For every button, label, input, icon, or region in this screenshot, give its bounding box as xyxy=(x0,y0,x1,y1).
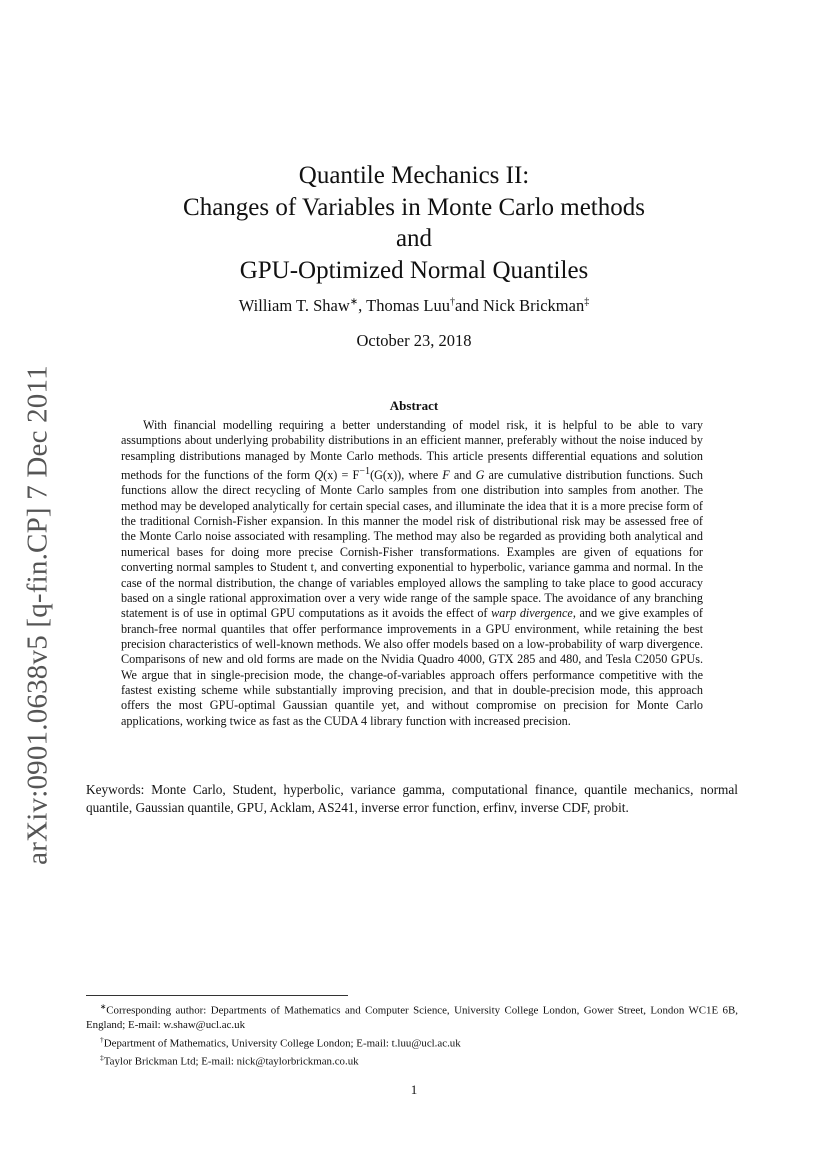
author-3-mark: ‡ xyxy=(584,296,590,308)
title-line-1: Quantile Mechanics II: xyxy=(298,162,530,189)
footnote-1-mark: ∗ xyxy=(100,1002,107,1011)
title-line-4: GPU-Optimized Normal Quantiles xyxy=(239,256,589,284)
footnote-3-mark: ‡ xyxy=(100,1053,104,1063)
emphasis-warp-divergence: warp divergence xyxy=(491,606,573,621)
keywords: Keywords: Monte Carlo, Student, hyperbolic, variance gamma, computational finance, quantile mechanics, normal quantile, Gaussian quantile, GPU, Acklam, AS241, inverse error function, erfinv, inverse CDF, probit. xyxy=(86,782,738,815)
author-1: William T. Shaw xyxy=(238,296,350,315)
paper-title xyxy=(0,160,828,286)
arxiv-side-stamp xyxy=(18,365,58,865)
publication-date: October 23, 2018 xyxy=(356,331,472,350)
footnote-2 xyxy=(86,1033,738,1051)
formula-mid: (x) = F xyxy=(323,468,360,483)
author-3: and Nick Brickman xyxy=(455,296,585,315)
footnote-2-mark: † xyxy=(100,1034,104,1044)
abstract-body xyxy=(121,418,703,729)
footnote-2-text: Department of Mathematics, University College London; E-mail: t.luu@ucl.ac.uk xyxy=(103,1037,461,1050)
footnote-rule xyxy=(86,995,348,996)
author-1-mark: ∗ xyxy=(349,296,359,308)
title-line-2: Changes of Variables in Monte Carlo methods xyxy=(183,193,645,221)
abstract-text: , where xyxy=(401,468,443,483)
author-list xyxy=(0,296,828,316)
arxiv-identifier: arXiv:0901.0638v5 [q-fin.CP] 7 Dec 2011 xyxy=(21,365,54,865)
abstract-text: With financial modelling requiring a better understanding of model risk, it is helpful to be able to vary assumptions about underlying probability distributions in an efficient manner, preferably without the noise induced by resampling distributions managed by Monte Carlo methods. This article presents differential equations and solution methods for the functions of the form xyxy=(121,418,703,483)
abstract-text: , and we give examples of branch-free normal quantiles that offer performance improvements in a GPU environment, while retaining the best precision characteristics of well-known methods. We also offer models based on a low-probability of warp divergence. Comparisons of new and old forms are made on the Nvidia Quadro 4000, GTX 285 and 480, and Tesla C2050 GPUs. We argue that in single-precision mode, the change-of-variables approach offers performance competitive with the fastest existing scheme while substantially improving precision, and that in double-precision mode, this approach offers the most GPU-optimal Gaussian quantile yet, and without compromise on precision for Monte Carlo applications, working twice as fast as the CUDA 4 library function with increased precision. xyxy=(121,606,703,728)
var-g: G xyxy=(475,468,485,483)
var-f: F xyxy=(442,468,450,483)
abstract-text: and xyxy=(449,468,476,483)
abstract-heading: Abstract xyxy=(389,398,439,413)
author-2-mark: † xyxy=(450,296,455,308)
page-number: 1 xyxy=(410,1082,418,1097)
footnote-1 xyxy=(86,1000,738,1033)
formula-q: Q xyxy=(314,468,324,483)
title-line-3: and xyxy=(395,225,433,252)
footnote-3 xyxy=(86,1051,738,1069)
abstract-text: are cumulative distribution functions. Such functions allow the direct recycling of Monte Carlo samples from one distribution into samples from another. The method may be developed analytically for certain special cases, and illuminate the idea that it is a more precise form of the traditional Cornish-Fisher expansion. In this manner the model risk of distributional risk may be assessed free of the Monte Carlo noise associated with resampling. The method may also be regarded as providing both analytical and numerical bases for doing more precise Cornish-Fisher transformations. Examples are given of equations for converting normal samples to Student t, and converting exponential to hyperbolic, variance gamma and normal. In the case of the normal distribution, the change of variables employed allows the sampling to take place to good accuracy based on a single rational approximation over a very wide range of the sample space. The avoidance of any branching statement is of use in optimal GPU computations as it avoids the effect of xyxy=(121,468,703,621)
author-2: , Thomas Luu xyxy=(358,296,450,315)
footnotes xyxy=(86,1000,738,1069)
footnote-3-text: Taylor Brickman Ltd; E-mail: nick@taylorbrickman.co.uk xyxy=(103,1055,359,1068)
footnote-1-text: Corresponding author: Departments of Mathematics and Computer Science, University College London, Gower Street, London WC1E 6B, England; E-mail: w.shaw@ucl.ac.uk xyxy=(86,1004,738,1032)
formula-sup: −1 xyxy=(359,466,371,478)
formula-rhs: (G(x)) xyxy=(370,468,402,483)
